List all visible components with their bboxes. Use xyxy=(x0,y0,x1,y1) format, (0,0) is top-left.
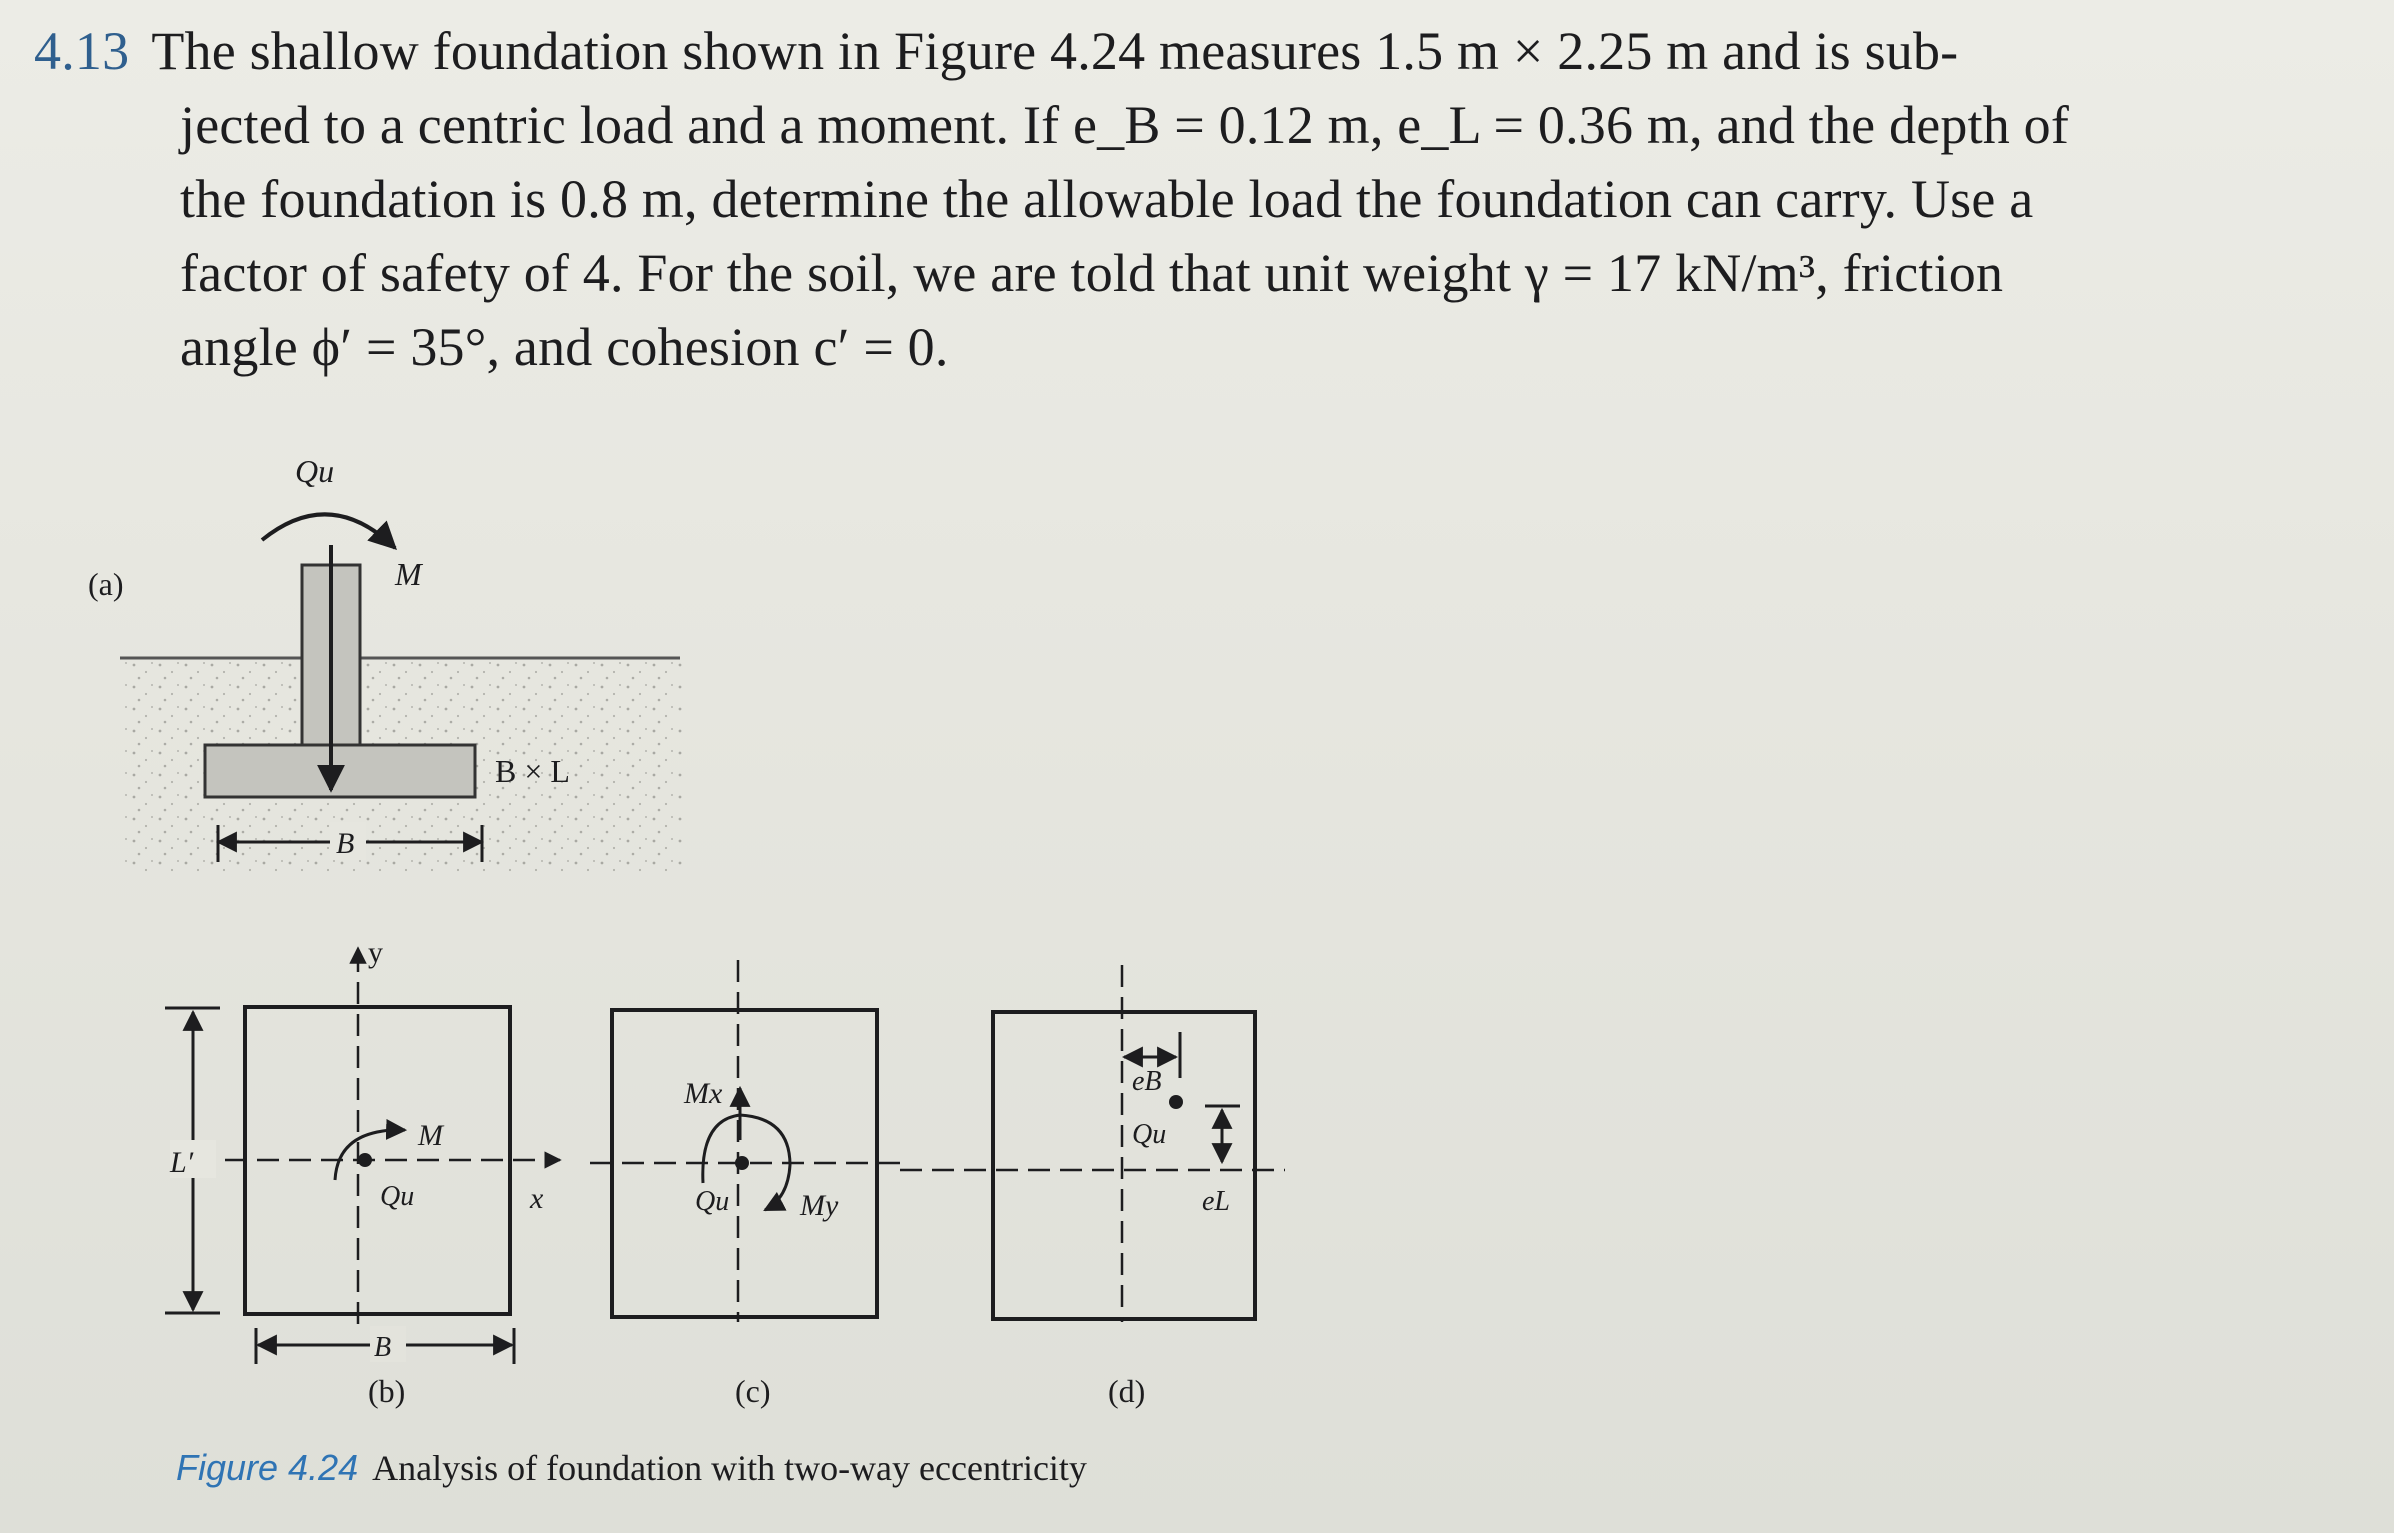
figure-caption xyxy=(176,1447,1087,1489)
moment-arc-b xyxy=(335,1130,405,1180)
load-label-d: Qu xyxy=(1132,1119,1167,1150)
panel-c xyxy=(590,960,900,1409)
panel-a xyxy=(88,453,682,873)
panel-b xyxy=(165,936,560,1409)
y-axis-label: y xyxy=(368,936,383,969)
width-label-a: B xyxy=(336,827,355,860)
moment-y-label: My xyxy=(800,1189,839,1222)
moment-arc xyxy=(262,514,395,548)
panel-c-label: (c) xyxy=(735,1373,771,1409)
x-axis-label: x xyxy=(530,1182,544,1215)
load-label-c: Qu xyxy=(695,1186,730,1217)
ecc-l-label: eL xyxy=(1202,1186,1230,1217)
problem-line-3: the foundation is 0.8 m, determine the allowable load the foundation can carry. Use a xyxy=(180,169,2034,229)
foundation-footing xyxy=(205,745,475,797)
moment-x-arc xyxy=(703,1115,740,1183)
load-point-d xyxy=(1169,1095,1183,1109)
size-label-a: B × L xyxy=(495,753,570,789)
problem-line-2: jected to a centric load and a moment. If e_B = 0.12 m, e_L = 0.36 m, and the depth of xyxy=(180,95,2070,155)
problem-line-4: factor of safety of 4. For the soil, we are told that unit weight γ = 17 kN/m³, friction xyxy=(180,243,2004,303)
moment-x-label: Mx xyxy=(684,1077,723,1110)
panel-a-label: (a) xyxy=(88,566,124,602)
problem-number: 4.13 xyxy=(34,21,130,81)
panel-d xyxy=(900,965,1285,1409)
panel-d-label: (d) xyxy=(1108,1373,1146,1409)
load-label-b: Qu xyxy=(380,1181,415,1212)
problem-line-1: 4.13 The shallow foundation shown in Figure 4.24 measures 1.5 m × 2.25 m and is sub- xyxy=(34,21,1959,81)
ecc-b-label: eB xyxy=(1132,1066,1162,1097)
moment-label-a: M xyxy=(395,556,422,592)
load-point-c xyxy=(735,1156,749,1170)
length-label-b: L′ xyxy=(170,1146,194,1179)
load-point-b xyxy=(358,1153,372,1167)
moment-label-b: M xyxy=(418,1119,443,1152)
problem-line-5: angle ϕ′ = 35°, and cohesion c′ = 0. xyxy=(180,317,949,377)
load-label-a: Qu xyxy=(295,453,335,489)
figure-number: Figure 4.24 xyxy=(176,1447,359,1488)
width-label-b: B xyxy=(374,1332,392,1363)
panel-b-label: (b) xyxy=(368,1373,406,1409)
figure-caption-text: Analysis of foundation with two-way eccentricity xyxy=(372,1448,1087,1488)
